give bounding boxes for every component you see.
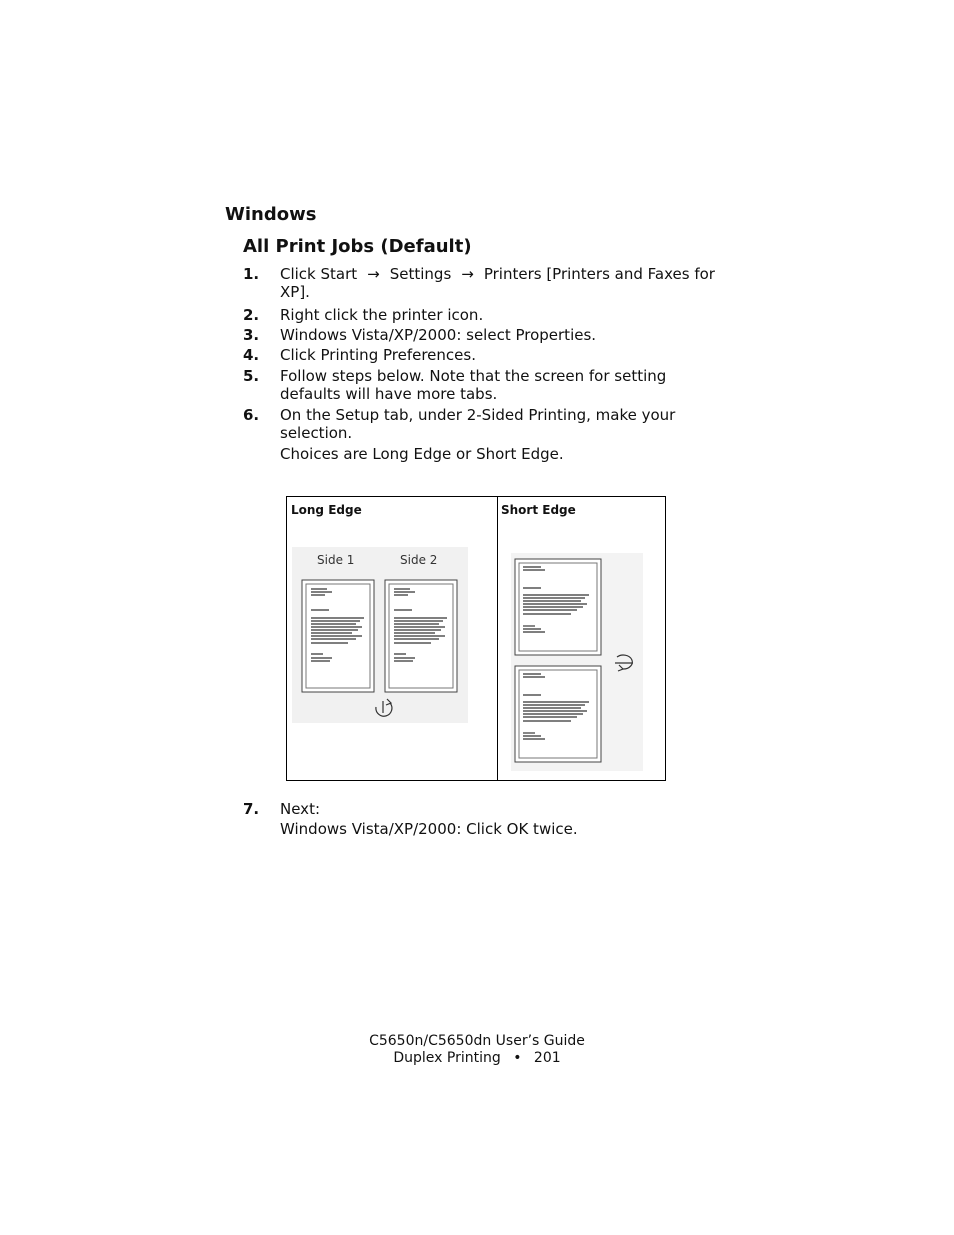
subsection-title: All Print Jobs (Default) <box>243 236 472 257</box>
duplex-figure <box>286 496 666 781</box>
figure-divider <box>497 497 498 780</box>
step-5-text: Follow steps below. Note that the screen for setting defaults will have more tabs. <box>280 367 667 403</box>
step-1-part-c: Printers [Printers and Faxes for XP]. <box>280 265 715 301</box>
page-top-icon <box>515 559 601 655</box>
step-2-text: Right click the printer icon. <box>280 306 484 324</box>
arrow-icon: → <box>367 265 380 283</box>
step-number: 4. <box>243 346 260 364</box>
footer-section: Duplex Printing <box>393 1050 501 1066</box>
footer-page-info <box>0 1050 954 1066</box>
long-edge-label: Long Edge <box>291 503 362 517</box>
step-4-text: Click Printing Preferences. <box>280 346 476 364</box>
step-1-part-b: Settings <box>389 265 452 283</box>
long-edge-illustration <box>292 547 468 723</box>
arrow-icon: → <box>461 265 474 283</box>
step-7-text: Next: <box>280 800 320 818</box>
step-number: 6. <box>243 406 260 424</box>
step-7-note: Windows Vista/XP/2000: Click OK twice. <box>280 820 578 838</box>
section-title: Windows <box>225 204 317 225</box>
step-number: 7. <box>243 800 260 818</box>
footer-page-number: 201 <box>533 1050 561 1066</box>
step-number: 3. <box>243 326 260 344</box>
side-2-label: Side 2 <box>400 553 438 567</box>
step-1-part-a: Click Start <box>280 265 358 283</box>
short-edge-illustration <box>511 553 647 773</box>
step-1-text <box>280 265 730 301</box>
page-bottom-icon <box>515 666 601 762</box>
page-side-1-icon <box>302 580 374 692</box>
footer-bullet: • <box>513 1050 522 1066</box>
side-1-label: Side 1 <box>317 553 355 567</box>
step-number: 5. <box>243 367 260 385</box>
step-number: 1. <box>243 265 260 283</box>
step-3-text: Windows Vista/XP/2000: select Properties. <box>280 326 597 344</box>
step-number: 2. <box>243 306 260 324</box>
step-6-text: On the Setup tab, under 2-Sided Printing, make your selection. <box>280 406 676 442</box>
page-side-2-icon <box>385 580 457 692</box>
footer-guide-title: C5650n/C5650dn User’s Guide <box>369 1033 585 1049</box>
step-6-note: Choices are Long Edge or Short Edge. <box>280 445 564 463</box>
short-edge-label: Short Edge <box>501 503 576 517</box>
